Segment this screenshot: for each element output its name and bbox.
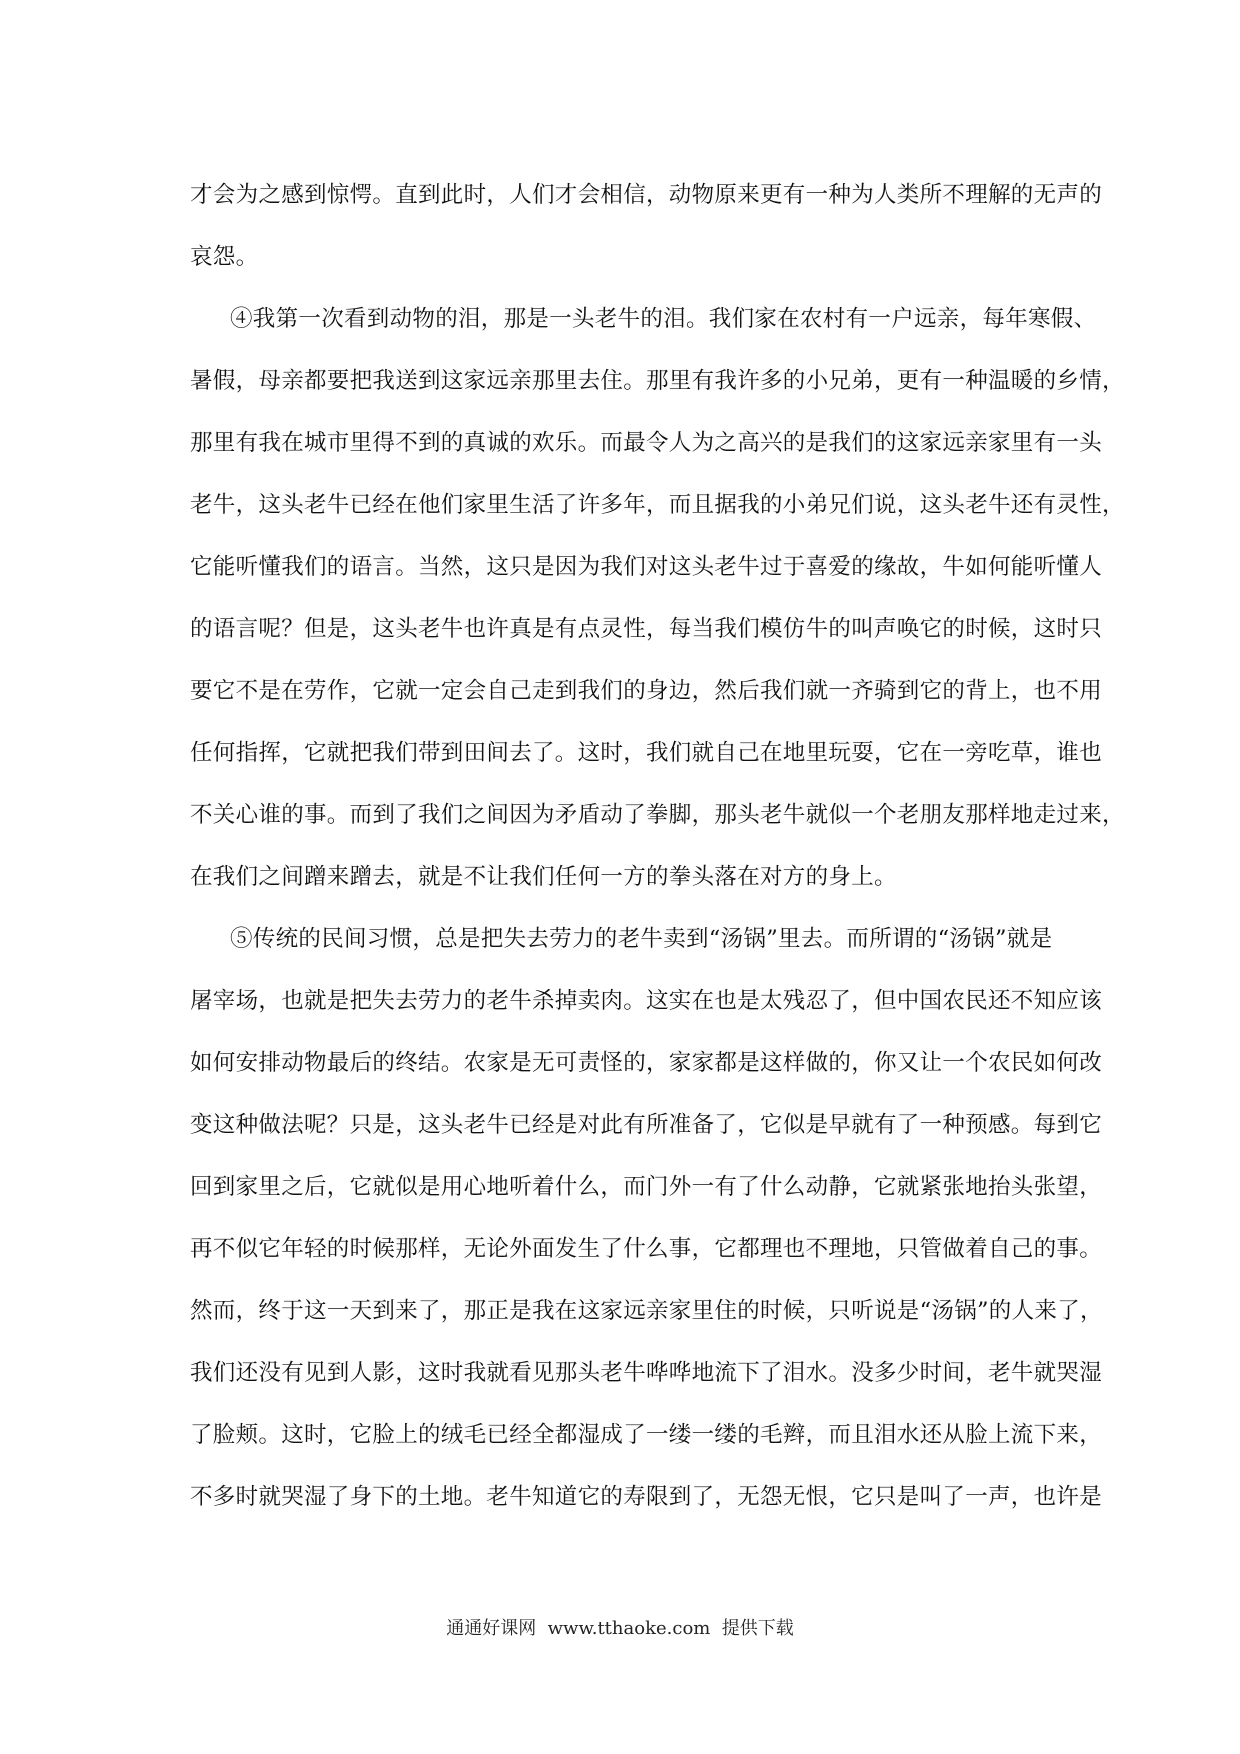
page-footer: 通通好课网 www.tthaoke.com 提供下载 xyxy=(446,1618,794,1639)
text-line: 那里有我在城市里得不到的真诚的欢乐。而最令人为之高兴的是我们的这家远亲家里有一头 xyxy=(190,430,1103,456)
text-line: 哀怨。 xyxy=(190,244,259,270)
paragraph-5-start: ⑤传统的民间习惯，总是把失去劳力的老牛卖到“汤锅”里去。而所谓的“汤锅”就是 xyxy=(230,926,1053,952)
text-line: 暑假，母亲都要把我送到这家远亲那里去住。那里有我许多的小兄弟，更有一种温暖的乡情， xyxy=(190,368,1125,394)
document-body xyxy=(190,164,1125,1528)
text-line: 再不似它年轻的时候那样，无论外面发生了什么事，它都理也不理地，只管做着自己的事。 xyxy=(190,1236,1103,1262)
text-line: 老牛，这头老牛已经在他们家里生活了许多年，而且据我的小弟兄们说，这头老牛还有灵性， xyxy=(190,492,1125,518)
text-line: 在我们之间蹭来蹭去，就是不让我们任何一方的拳头落在对方的身上。 xyxy=(190,864,897,890)
text-line: 的语言呢？但是，这头老牛也许真是有点灵性，每当我们模仿牛的叫声唤它的时候，这时只 xyxy=(190,616,1103,642)
text-line: 如何安排动物最后的终结。农家是无可责怪的，家家都是这样做的，你又让一个农民如何改 xyxy=(190,1050,1103,1076)
text-line: 不关心谁的事。而到了我们之间因为矛盾动了拳脚，那头老牛就似一个老朋友那样地走过来， xyxy=(190,802,1125,828)
text-line: 不多时就哭湿了身下的土地。老牛知道它的寿限到了，无怨无恨，它只是叫了一声，也许是 xyxy=(190,1484,1103,1510)
text-line: 了脸颊。这时，它脸上的绒毛已经全都湿成了一缕一缕的毛辫，而且泪水还从脸上流下来， xyxy=(190,1422,1103,1448)
text-line: 屠宰场，也就是把失去劳力的老牛杀掉卖肉。这实在也是太残忍了，但中国农民还不知应该 xyxy=(190,988,1103,1014)
text-line: 然而，终于这一天到来了，那正是我在这家远亲家里住的时候，只听说是“汤锅”的人来了， xyxy=(190,1298,1103,1324)
text-line: 回到家里之后，它就似是用心地听着什么，而门外一有了什么动静，它就紧张地抬头张望， xyxy=(190,1174,1103,1200)
text-line: 才会为之感到惊愕。直到此时，人们才会相信，动物原来更有一种为人类所不理解的无声的 xyxy=(190,182,1103,208)
text-line: 任何指挥，它就把我们带到田间去了。这时，我们就自己在地里玩耍，它在一旁吃草，谁也 xyxy=(190,740,1103,766)
text-line: 它能听懂我们的语言。当然，这只是因为我们对这头老牛过于喜爱的缘故，牛如何能听懂人 xyxy=(190,554,1103,580)
text-line: 要它不是在劳作，它就一定会自己走到我们的身边，然后我们就一齐骑到它的背上，也不用 xyxy=(190,678,1103,704)
paragraph-4-start: ④我第一次看到动物的泪，那是一头老牛的泪。我们家在农村有一户远亲，每年寒假、 xyxy=(230,306,1097,332)
text-line: 变这种做法呢？只是，这头老牛已经是对此有所准备了，它似是早就有了一种预感。每到它 xyxy=(190,1112,1103,1138)
text-line: 我们还没有见到人影，这时我就看见那头老牛哗哗地流下了泪水。没多少时间，老牛就哭湿 xyxy=(190,1360,1103,1386)
